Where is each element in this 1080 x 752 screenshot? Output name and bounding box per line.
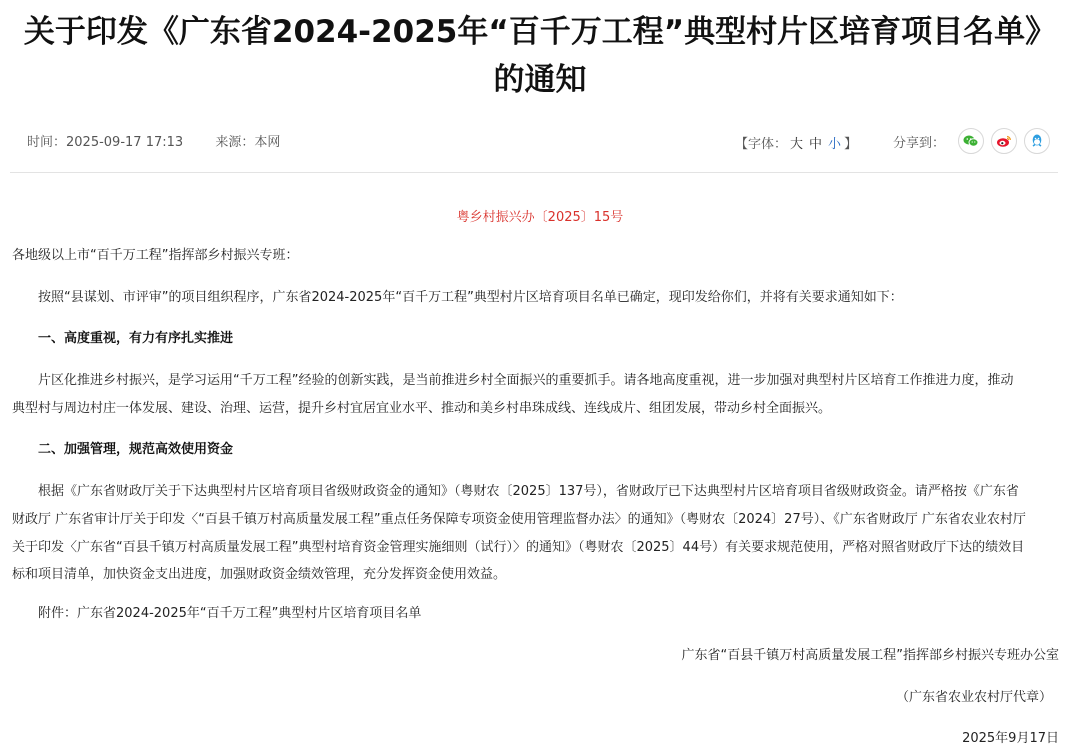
- section-2-line-4: 标和项目清单，加快资金支出进度，加强财政资金绩效管理，充分发挥资金使用效益。: [12, 567, 507, 582]
- wechat-share-button[interactable]: [958, 128, 984, 154]
- publish-time: [27, 135, 183, 150]
- article-title: [0, 8, 1080, 104]
- font-size-control: [735, 133, 857, 152]
- section-2-heading: 二、加强管理，规范高效使用资金: [38, 442, 234, 457]
- share-bar: [893, 128, 1050, 154]
- intro-paragraph: 按照“县谋划、市评审”的项目组织程序，广东省2024-2025年“百千万工程”典型村片区培育项目名单已确定，现印发给你们，并将有关要求通知如下：: [38, 290, 903, 305]
- qq-icon: [1030, 133, 1044, 149]
- section-1-heading: 一、高度重视，有力有序扎实推进: [38, 331, 234, 346]
- font-size-large-button[interactable]: 大: [790, 137, 804, 152]
- section-2-line-1: 根据《广东省财政厅关于下达典型村片区培育项目省级财政资金的通知》（粤财农〔2025〕137号），省财政厅已下达典型村片区培育项目省级财政资金。请严格按《广东省: [38, 484, 1019, 499]
- section-2-line-3: 关于印发〈广东省“百县千镇万村高质量发展工程”典型村培育资金管理实施细则（试行）〉的通知》（粤财农〔2025〕44号）有关要求规范使用，严格对照省财政厅下达的绩效目: [12, 540, 1025, 555]
- signature-org: 广东省“百县千镇万村高质量发展工程”指挥部乡村振兴专班办公室: [681, 648, 1059, 663]
- title-line-2: 的通知: [493, 62, 587, 98]
- font-size-medium-button[interactable]: 中: [809, 137, 823, 152]
- source: [215, 135, 280, 150]
- header-divider: [10, 172, 1058, 173]
- weibo-share-button[interactable]: [991, 128, 1017, 154]
- qq-share-button[interactable]: [1024, 128, 1050, 154]
- article-meta: [27, 131, 308, 150]
- section-2-line-2: 财政厅 广东省审计厅关于印发〈“百县千镇万村高质量发展工程”重点任务保障专项资金使用管理监督办法〉的通知》（粤财农〔2024〕27号）、《广东省财政厅 广东省农业农村厅: [12, 512, 1026, 527]
- weibo-icon: [996, 134, 1012, 148]
- source-value: 本网: [254, 135, 281, 150]
- wechat-icon: [963, 134, 979, 148]
- font-ctrl-suffix: 】: [844, 137, 858, 152]
- signature-seal: （广东省农业农村厅代章）: [895, 690, 1052, 705]
- addressee: 各地级以上市“百千万工程”指挥部乡村振兴专班：: [12, 248, 299, 263]
- font-size-small-button[interactable]: 小: [828, 137, 842, 152]
- section-1-line-1: 片区化推进乡村振兴，是学习运用“千万工程”经验的创新实践，是当前推进乡村全面振兴的重要抓手。请各地高度重视，进一步加强对典型村片区培育工作推进力度，推动: [38, 373, 1014, 388]
- title-line-1: 关于印发《广东省2024-2025年“百千万工程”典型村片区培育项目名单》: [23, 14, 1057, 50]
- signature-date: 2025年9月17日: [962, 731, 1059, 746]
- share-label: 分享到：: [893, 135, 946, 151]
- font-ctrl-prefix: 【字体：: [735, 137, 788, 152]
- document-number: 粤乡村振兴办〔2025〕15号: [456, 210, 624, 225]
- attachment-link[interactable]: 附件：广东省2024-2025年“百千万工程”典型村片区培育项目名单: [38, 606, 422, 621]
- section-1-line-2: 典型村与周边村庄一体发展、建设、治理、运营，提升乡村宜居宜业水平、推动和美乡村串珠成线、连线成片、组团发展，带动乡村全面振兴。: [12, 401, 832, 416]
- time-label: 时间：: [27, 135, 67, 150]
- time-value: 2025-09-17 17:13: [66, 135, 184, 150]
- source-label: 来源：: [215, 135, 255, 150]
